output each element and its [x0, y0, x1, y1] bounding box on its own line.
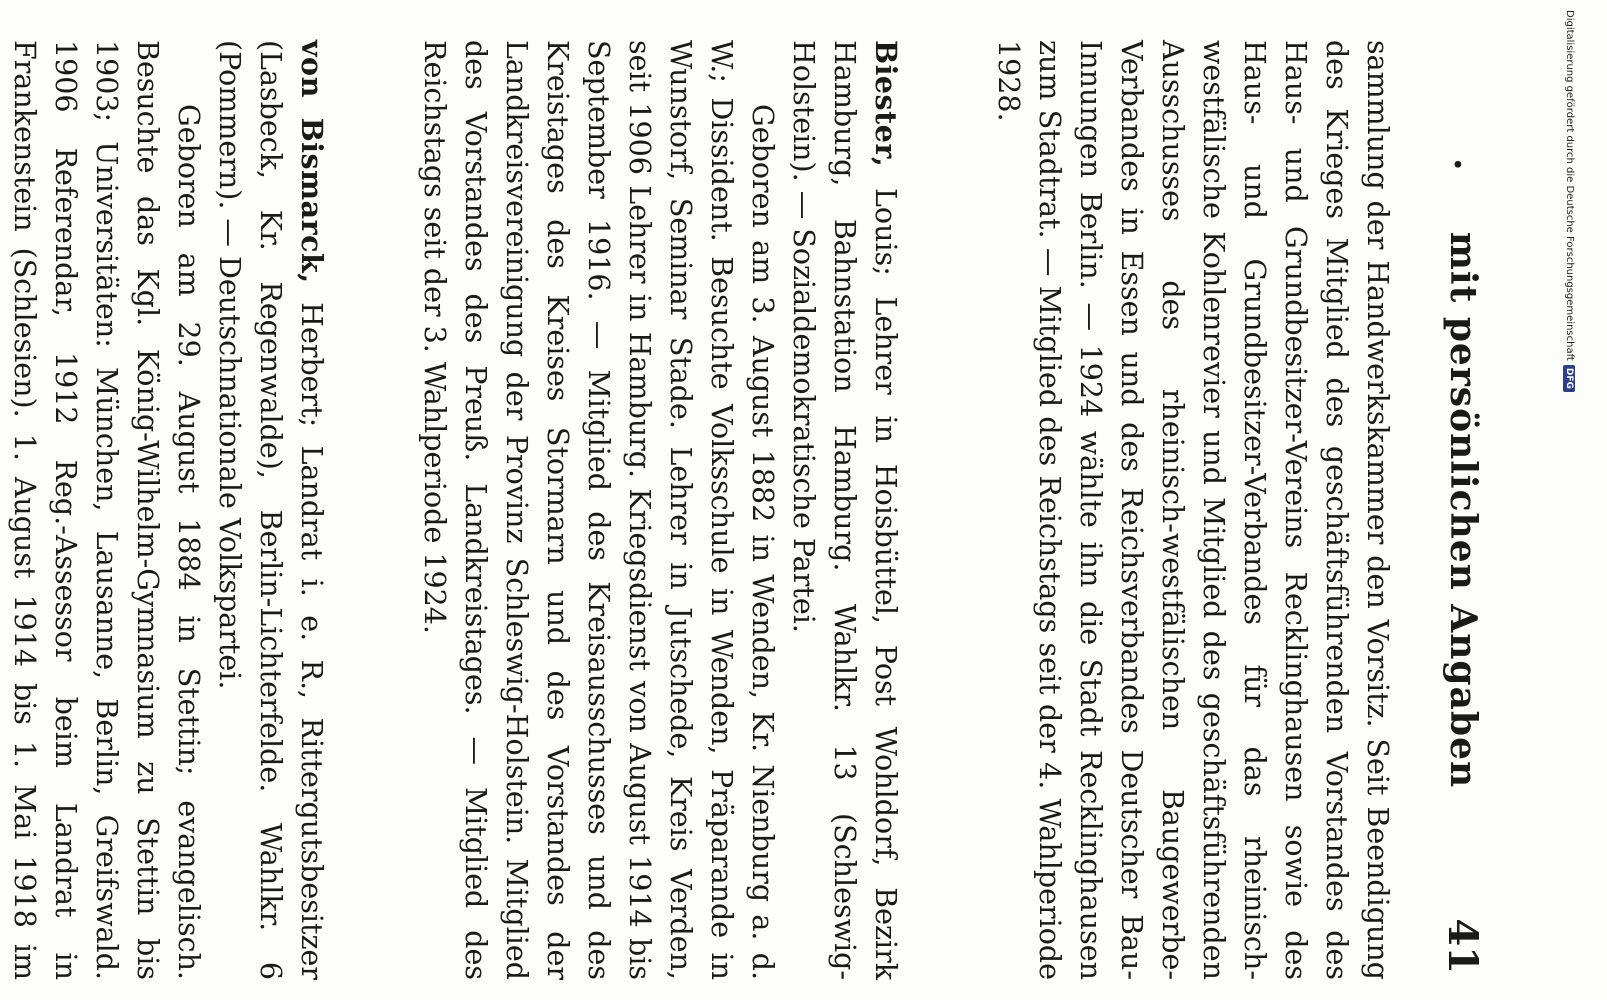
dfg-logo-badge: DFG: [1563, 365, 1575, 392]
biester-entry-header: [783, 40, 906, 980]
bismarck-name: Bismarck,: [295, 117, 329, 284]
bismarck-header-text: Herbert; Landrat i. e. R., Rittergutsbesitzer (Lasbeck, Kr. Regenwalde), Berlin-Lichterfelde. Wahlkr. 6 (Pommern). — Deutschnationale Volkspartei.: [213, 40, 328, 980]
head-marker: .: [1446, 158, 1488, 171]
biester-name: Biester,: [869, 40, 903, 168]
body-text: [0, 40, 1398, 980]
book-page: [8, 40, 1490, 980]
running-head-title: mit persönlichen Angaben: [1442, 231, 1484, 789]
page-number: 41: [1439, 918, 1486, 974]
bismarck-entry-header: [209, 40, 332, 980]
entry-separator: [906, 40, 988, 980]
credit-text: Digitalisierung gefördert durch die Deutsche Forschungsgemeinschaft: [1564, 10, 1575, 361]
bismarck-biography: Geboren am 29. August 1884 in Stettin; evangelisch. Besuchte das Kgl. König-Wilhelm-Gymnasium zu Stettin bis 1903; Universitäten: München, Lausanne, Berlin, Greifswald. 1906 Referendar, 1912 Reg.-Assessor beim Landrat in Frankenstein (Schlesien). 1. August 1914 bis 1. Mai 1918 im: [8, 40, 205, 980]
bismarck-prefix: von: [295, 40, 329, 118]
biester-biography: Geboren am 3. August 1882 in Wenden, Kr. Nienburg a. d. W.; Dissident. Besuchte Volksschule in Wenden, Präparande in Wunstorf, Seminar Stade. Lehrer in Jutschede, Kreis Verden, seit 1906 Lehrer in Hamburg. Kriegsdienst von August 1914 bis September 1916. — Mitglied des Kreisausschusses und des Kreistages des Kreises Stormarn und des Vorstandes der Landkreisvereinigung der Provinz Schleswig-Holstein. Mitglied des Vorstandes des Preuß. Landkreistages. — Mitglied des Reichstags seit der 3. Wahlperiode 1924.: [418, 40, 779, 980]
biester-header-text: Louis; Lehrer in Hoisbüttel, Post Wohldorf, Bezirk Hamburg, Bahnstation Hamburg. Wahlkr. 13 (Schleswig-Holstein). — Sozialdemokratische Partei.: [787, 40, 902, 980]
entry-separator: [332, 40, 414, 980]
digitization-credit: [1560, 10, 1576, 430]
continuation-paragraph: sammlung der Handwerkskammer den Vorsitz. Seit Beendigung des Krieges Mitglied des geschäftsführenden Vorstandes des Haus- und Grundbesitzer-Vereins Recklinghausen sowie des Haus- und Grundbesitzer-Verbandes für das rheinisch-westfälische Kohlenrevier und Mitglied des geschäftsführenden Ausschusses des rheinisch-westfälischen Baugewerbe-Verbandes in Essen und des Reichsverbandes Deutscher Bau-Innungen Berlin. — 1924 wählte ihn die Stadt Recklinghausen zum Stadtrat. — Mitglied des Reichstags seit der 4. Wahlperiode 1928.: [992, 40, 1394, 980]
running-head: [1430, 40, 1490, 980]
